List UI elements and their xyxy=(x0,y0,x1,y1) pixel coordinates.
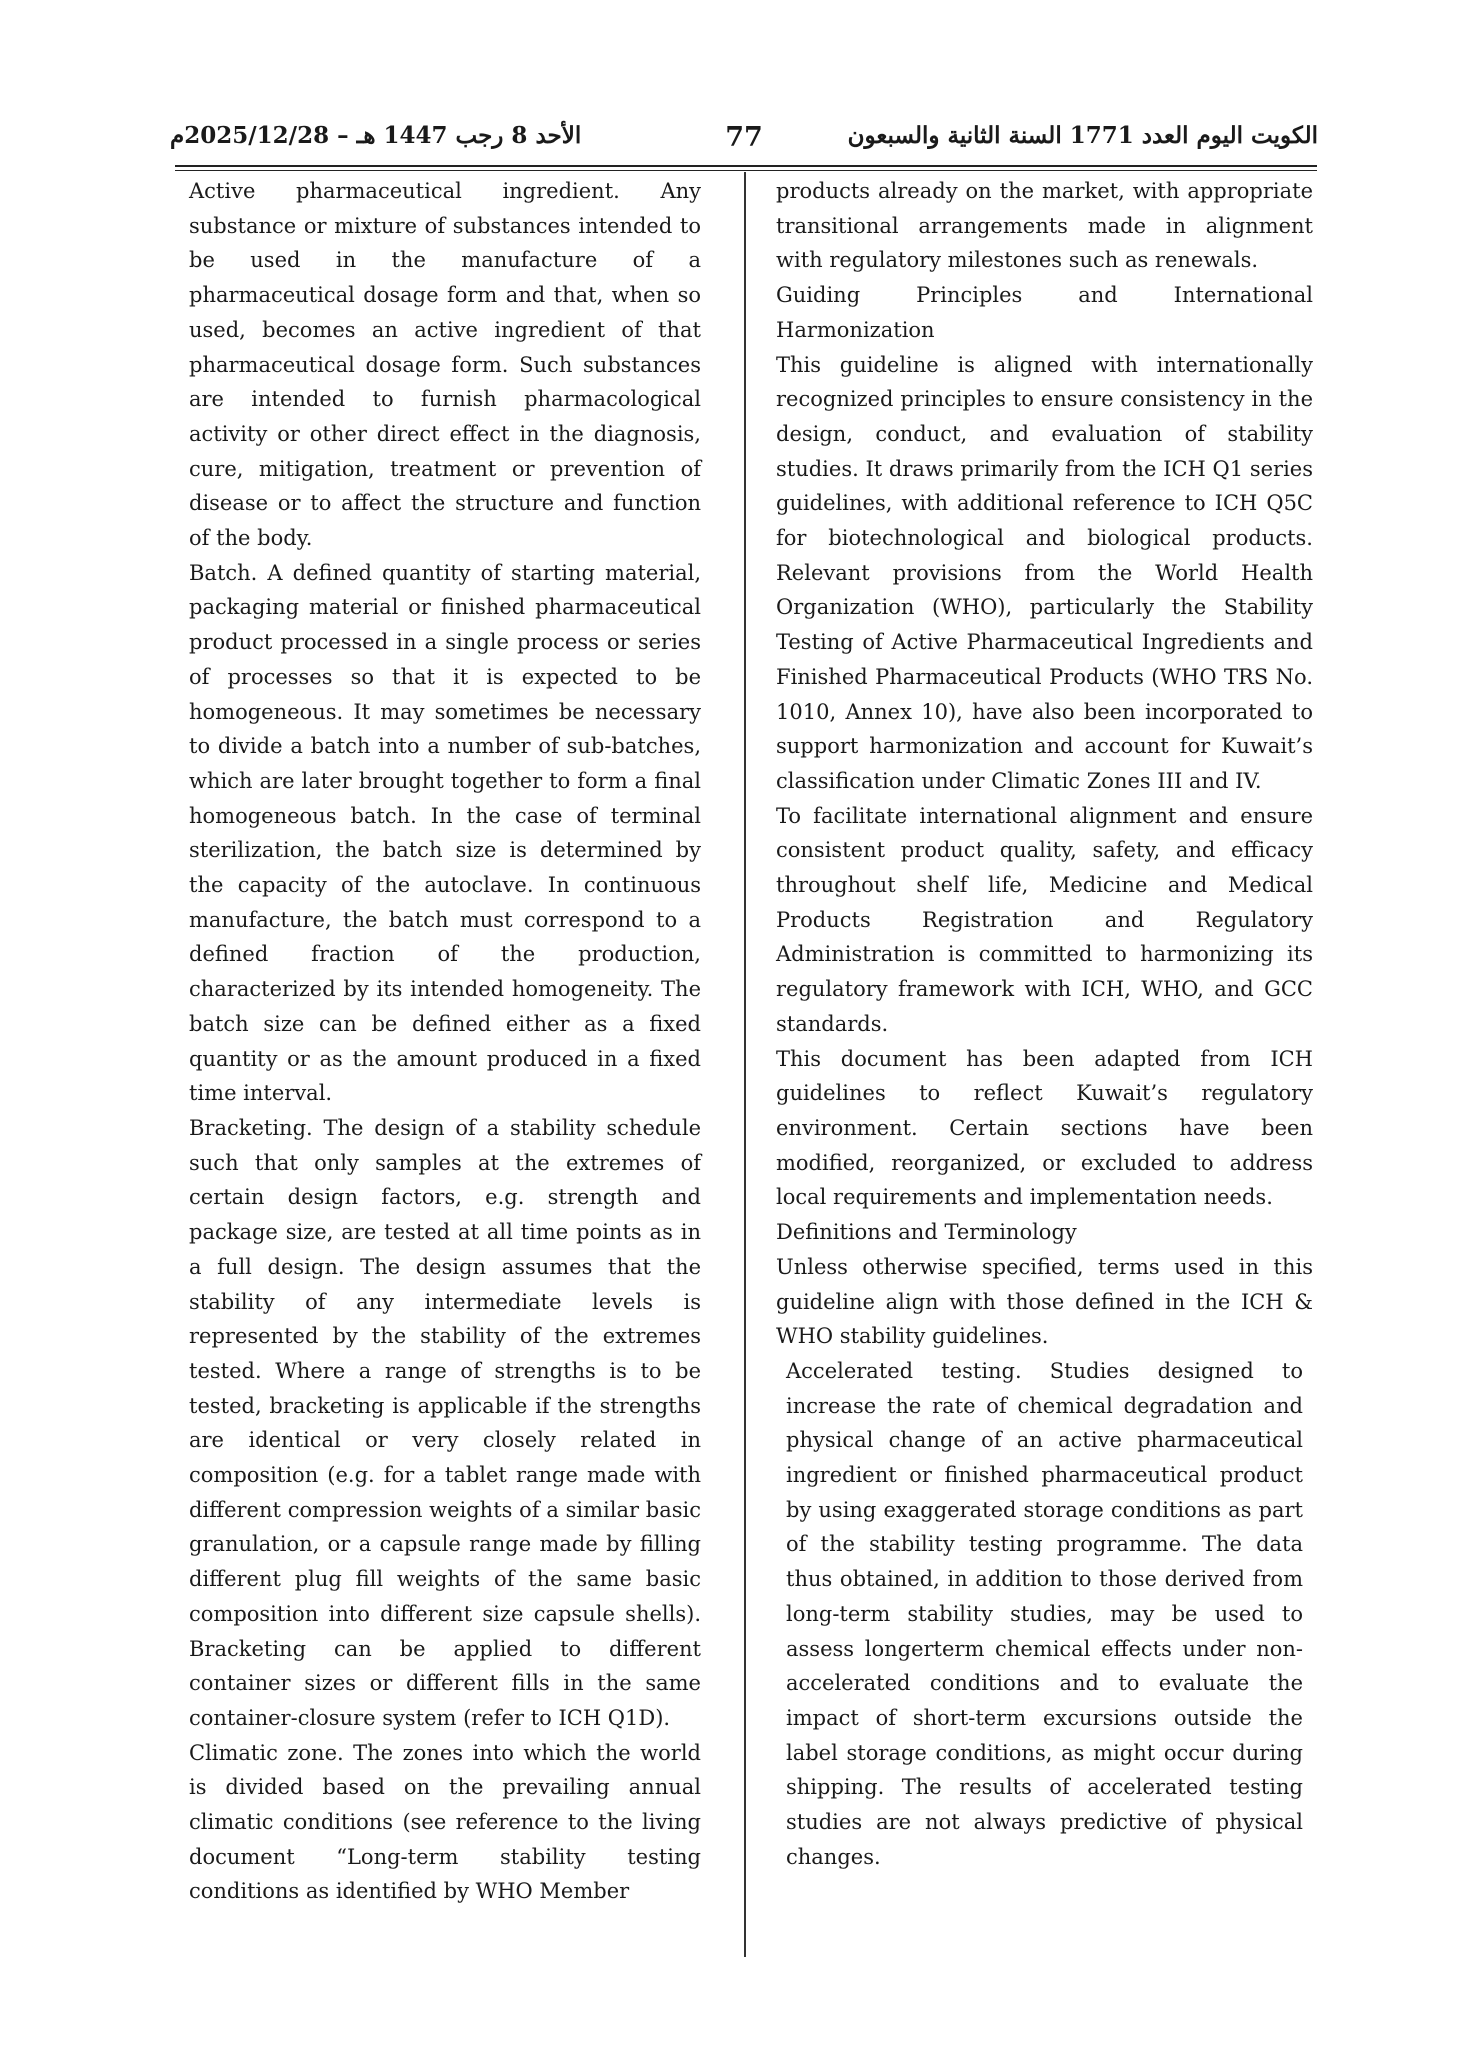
paragraph-international-alignment: To facilitate international alignment and ensure consistent product quality, safety, and efficacy throughout shelf life, Medicine and Medical Products Registration and Regulatory Administration is committed to harmonizing its regulatory framework with ICH, WHO, and GCC standards. xyxy=(776,803,1313,1036)
heading-definitions-terminology: Definitions and Terminology xyxy=(776,1220,1077,1245)
definition-bracketing: Bracketing. The design of a stability schedule such that only samples at the extremes of certain design factors, e.g. strength and package size, are tested at all time points as in a full design. The design assumes that the stability of any intermediate levels is represented by the stability of the extremes tested. Where a range of strengths is to be tested, bracketing is applicable if the strengths are identical or very closely related in composition (e.g. for a tablet range made with different compression weights of a similar basic granulation, or a capsule range made by filling different plug fill weights of the same basic composition into different size capsule shells). Bracketing can be applied to different container sizes or different fills in the same container-closure system (refer to ICH Q1D). xyxy=(189,1115,701,1730)
left-column xyxy=(189,174,701,1909)
publication-title: الكويت اليوم العدد 1771 السنة الثانية والسبعون xyxy=(847,122,1318,149)
right-column xyxy=(776,174,1313,1874)
paragraph-document-adaptation: This document has been adapted from ICH guidelines to reflect Kuwait’s regulatory environment. Certain sections have been modified, reorganized, or excluded to address local requirements and implementation needs. xyxy=(776,1046,1313,1210)
definition-accelerated-testing: Accelerated testing. Studies designed to increase the rate of chemical degradation and physical change of an active pharmaceutical ingredient or finished pharmaceutical product by using exaggerated storage conditions as part of the stability testing programme. The data thus obtained, in addition to those derived from long-term stability studies, may be used to assess longerterm chemical effects under non-accelerated conditions and to evaluate the impact of short-term excursions outside the label storage conditions, as might occur during shipping. The results of accelerated testing studies are not always predictive of physical changes. xyxy=(786,1358,1303,1869)
definition-climatic-zone: Climatic zone. The zones into which the world is divided based on the prevailing annual climatic conditions (see reference to the living document “Long-term stability testing conditions as identified by WHO Member xyxy=(189,1740,701,1904)
definition-batch: Batch. A defined quantity of starting material, packaging material or finished pharmaceutical product processed in a single process or series of processes so that it is expected to be homogeneous. It may sometimes be necessary to divide a batch into a number of sub-batches, which are later brought together to form a final homogeneous batch. In the case of terminal sterilization, the batch size is determined by the capacity of the autoclave. In continuous manufacture, the batch must correspond to a defined fraction of the production, characterized by its intended homogeneity. The batch size can be defined either as a fixed quantity or as the amount produced in a fixed time interval. xyxy=(189,560,701,1106)
definition-active-pharmaceutical-ingredient: Active pharmaceutical ingredient. Any substance or mixture of substances intended to be used in the manufacture of a pharmaceutical dosage form and that, when so used, becomes an active ingredient of that pharmaceutical dosage form. Such substances are intended to furnish pharmacological activity or other direct effect in the diagnosis, cure, mitigation, treatment or prevention of disease or to affect the structure and function of the body. xyxy=(189,179,701,551)
header-rule-thin xyxy=(175,170,1317,171)
header-rule-thick xyxy=(175,165,1317,167)
issue-date: الأحد 8 رجب 1447 هـ – 2025/12/28م xyxy=(170,122,582,149)
paragraph-terms-usage: Unless otherwise specified, terms used in this guideline align with those defined in the ICH & WHO stability guidelines. xyxy=(776,1254,1313,1349)
page-header xyxy=(170,122,1318,162)
paragraph-guideline-alignment: This guideline is aligned with internationally recognized principles to ensure consistency in the design, conduct, and evaluation of stability studies. It draws primarily from the ICH Q1 series guidelines, with additional reference to ICH Q5C for biotechnological and biological products. Relevant provisions from the World Health Organization (WHO), particularly the Stability Testing of Active Pharmaceutical Ingredients and Finished Pharmaceutical Products (WHO TRS No. 1010, Annex 10), have also been incorporated to support harmonization and account for Kuwait’s classification under Climatic Zones III and IV. xyxy=(776,352,1313,793)
heading-guiding-principles: Guiding Principles and International Harmonization xyxy=(776,283,1313,342)
paragraph-products-on-market: products already on the market, with appropriate transitional arrangements made in alignment with regulatory milestones such as renewals. xyxy=(776,179,1313,273)
column-divider xyxy=(744,172,746,1957)
page-number: 77 xyxy=(725,122,763,153)
